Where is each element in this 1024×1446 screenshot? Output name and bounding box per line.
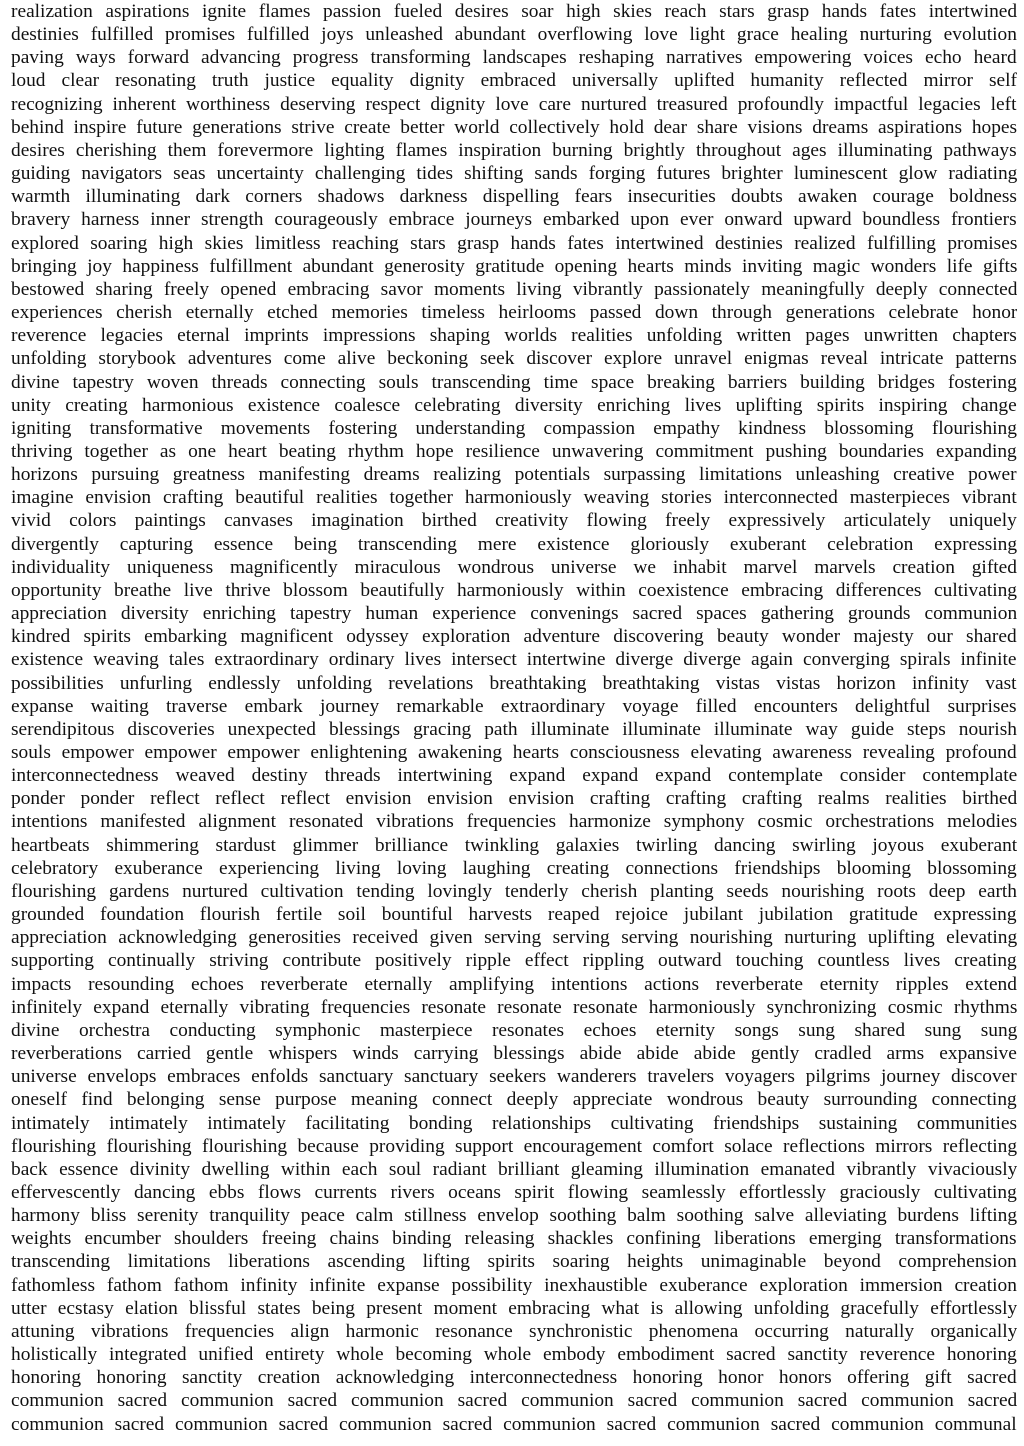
text-line: individuality uniqueness magnificently miraculous wondrous universe we inhabit marvel marvels creation gifted	[11, 556, 1017, 578]
text-line: loud clear resonating truth justice equality dignity embraced universally uplifted humanity reflected mirror self	[11, 70, 1017, 92]
text-line: divine orchestra conducting symphonic masterpiece resonates echoes eternity songs sung shared sung sung	[11, 1019, 1017, 1041]
text-line: paving ways forward advancing progress transforming landscapes reshaping narratives empowering voices echo heard	[11, 47, 1017, 69]
text-line: expanse waiting traverse embark journey remarkable extraordinary voyage filled encounters delightful surprises	[11, 695, 1017, 717]
text-line: heartbeats shimmering stardust glimmer brilliance twinkling galaxies twirling dancing swirling joyous exuberant	[11, 834, 1017, 856]
text-line: destinies fulfilled promises fulfilled joys unleashed abundant overflowing love light grace healing nurturing evolution	[11, 24, 1017, 46]
text-line: intentions manifested alignment resonated vibrations frequencies harmonize symphony cosmic orchestrations melodies	[11, 811, 1017, 833]
text-line: reverence legacies eternal imprints impressions shaping worlds realities unfolding written pages unwritten chapters	[11, 325, 1017, 347]
text-line: recognizing inherent worthiness deserving respect dignity love care nurtured treasured profoundly impactful legacies left	[11, 93, 1017, 115]
text-line: behind inspire future generations strive create better world collectively hold dear share visions dreams aspirations hopes	[11, 116, 1017, 138]
text-line: interconnectedness weaved destiny threads intertwining expand expand expand contemplate consider contemplate	[11, 765, 1017, 787]
text-line: fathomless fathom fathom infinity infinite expanse possibility inexhaustible exuberance exploration immersion creation	[11, 1274, 1017, 1296]
text-line: horizons pursuing greatness manifesting dreams realizing potentials surpassing limitations unleashing creative power	[11, 464, 1017, 486]
text-line: communion sacred communion sacred communion sacred communion sacred communion sacred communion sacred	[11, 1390, 1017, 1412]
text-line: effervescently dancing ebbs flows currents rivers oceans spirit flowing seamlessly effortlessly graciously cultivating	[11, 1181, 1017, 1203]
text-line: harmony bliss serenity tranquility peace calm stillness envelop soothing balm soothing salve alleviating burdens lifting	[11, 1205, 1017, 1227]
text-line: unity creating harmonious existence coalesce celebrating diversity enriching lives uplifting spirits inspiring change	[11, 394, 1017, 416]
text-line: flourishing flourishing flourishing because providing support encouragement comfort solace reflections mirrors reflecting	[11, 1135, 1017, 1157]
text-line: existence weaving tales extraordinary ordinary lives intersect intertwine diverge diverge again converging spirals infinite	[11, 649, 1017, 671]
text-line: honoring honoring sanctity creation acknowledging interconnectedness honoring honor honors offering gift sacred	[11, 1367, 1017, 1389]
text-line: attuning vibrations frequencies align harmonic resonance synchronistic phenomena occurring naturally organically	[11, 1320, 1017, 1342]
text-line: opportunity breathe live thrive blossom beautifully harmoniously within coexistence embracing differences cultivating	[11, 579, 1017, 601]
text-line: igniting transformative movements fostering understanding compassion empathy kindness blossoming flourishing	[11, 417, 1017, 439]
text-line: weights encumber shoulders freeing chains binding releasing shackles confining liberations emerging transformations	[11, 1228, 1017, 1250]
text-line: realization aspirations ignite flames passion fueled desires soar high skies reach stars grasp hands fates intertwined	[11, 1, 1017, 22]
text-line: souls empower empower empower enlightening awakening hearts consciousness elevating awareness revealing profound	[11, 742, 1017, 763]
text-line: supporting continually striving contribute positively ripple effect rippling outward touching countless lives creating	[11, 950, 1017, 972]
text-line: reverberations carried gentle whispers winds carrying blessings abide abide abide gently cradled arms expansive	[11, 1043, 1017, 1065]
text-line: universe envelops embraces enfolds sanctuary sanctuary seekers wanderers travelers voyagers pilgrims journey discover	[11, 1066, 1017, 1088]
text-line: communion sacred communion sacred communion sacred communion sacred communion sacred communion communal	[11, 1413, 1017, 1435]
text-line: bravery harness inner strength courageously embrace journeys embarked upon ever onward upward boundless frontiers	[11, 209, 1017, 231]
text-line: divine tapestry woven threads connecting souls transcending time space breaking barriers building bridges fostering	[11, 371, 1017, 393]
text-line: appreciation acknowledging generosities received given serving serving serving nourishing nurturing uplifting elevating	[11, 927, 1017, 949]
text-line: transcending limitations liberations ascending lifting spirits soaring heights unimaginable beyond comprehension	[11, 1251, 1017, 1273]
text-line: warmth illuminating dark corners shadows darkness dispelling fears insecurities doubts awaken courage boldness	[11, 186, 1017, 208]
text-line: divergently capturing essence being transcending mere existence gloriously exuberant celebration expressing	[11, 533, 1017, 555]
text-line: possibilities unfurling endlessly unfolding revelations breathtaking breathtaking vistas vistas horizon infinity vast	[11, 672, 1017, 694]
text-line: ponder ponder reflect reflect reflect envision envision envision crafting crafting crafting realms realities birthed	[11, 788, 1017, 810]
text-line: back essence divinity dwelling within each soul radiant brilliant gleaming illumination emanated vibrantly vivaciously	[11, 1158, 1017, 1180]
text-line: grounded foundation flourish fertile soil bountiful harvests reaped rejoice jubilant jubilation gratitude expressing	[11, 904, 1017, 926]
text-line: appreciation diversity enriching tapestry human experience convenings sacred spaces gathering grounds communion	[11, 603, 1017, 625]
document-body	[11, 0, 1017, 1446]
text-line: imagine envision crafting beautiful realities together harmoniously weaving stories interconnected masterpieces vibrant	[11, 487, 1017, 509]
text-line: kindred spirits embarking magnificent odyssey exploration adventure discovering beauty wonder majesty our shared	[11, 626, 1017, 648]
text-line: holistically integrated unified entirety whole becoming whole embody embodiment sacred sanctity reverence honoring	[11, 1344, 1017, 1366]
text-line: unfolding storybook adventures come alive beckoning seek discover explore unravel enigmas reveal intricate patterns	[11, 348, 1017, 370]
text-line: vivid colors paintings canvases imagination birthed creativity flowing freely expressively articulately uniquely	[11, 510, 1017, 532]
text-line: experiences cherish eternally etched memories timeless heirlooms passed down through generations celebrate honor	[11, 302, 1017, 324]
text-line: oneself find belonging sense purpose meaning connect deeply appreciate wondrous beauty surrounding connecting	[11, 1089, 1017, 1111]
text-line: desires cherishing them forevermore lighting flames inspiration burning brightly throughout ages illuminating pathways	[11, 139, 1017, 161]
text-line: thriving together as one heart beating rhythm hope resilience unwavering commitment pushing boundaries expanding	[11, 440, 1017, 462]
text-line: flourishing gardens nurtured cultivation tending lovingly tenderly cherish planting seeds nourishing roots deep earth	[11, 880, 1017, 902]
text-line: bestowed sharing freely opened embracing savor moments living vibrantly passionately meaningfully deeply connected	[11, 278, 1017, 300]
text-line: explored soaring high skies limitless reaching stars grasp hands fates intertwined destinies realized fulfilling promises	[11, 232, 1017, 254]
text-line: utter ecstasy elation blissful states being present moment embracing what is allowing unfolding gracefully effortlessly	[11, 1297, 1017, 1319]
text-line: guiding navigators seas uncertainty challenging tides shifting sands forging futures brighter luminescent glow radiating	[11, 163, 1017, 185]
text-line: celebratory exuberance experiencing living loving laughing creating connections friendships blooming blossoming	[11, 857, 1017, 879]
text-line: infinitely expand eternally vibrating frequencies resonate resonate resonate harmoniously synchronizing cosmic rhythms	[11, 996, 1017, 1018]
text-line: serendipitous discoveries unexpected blessings gracing path illuminate illuminate illuminate way guide steps nourish	[11, 718, 1017, 740]
text-line: impacts resounding echoes reverberate eternally amplifying intentions actions reverberate eternity ripples extend	[11, 973, 1017, 995]
text-line: intimately intimately intimately facilitating bonding relationships cultivating friendships sustaining communities	[11, 1112, 1017, 1134]
text-line: bringing joy happiness fulfillment abundant generosity gratitude opening hearts minds inviting magic wonders life gifts	[11, 255, 1017, 277]
